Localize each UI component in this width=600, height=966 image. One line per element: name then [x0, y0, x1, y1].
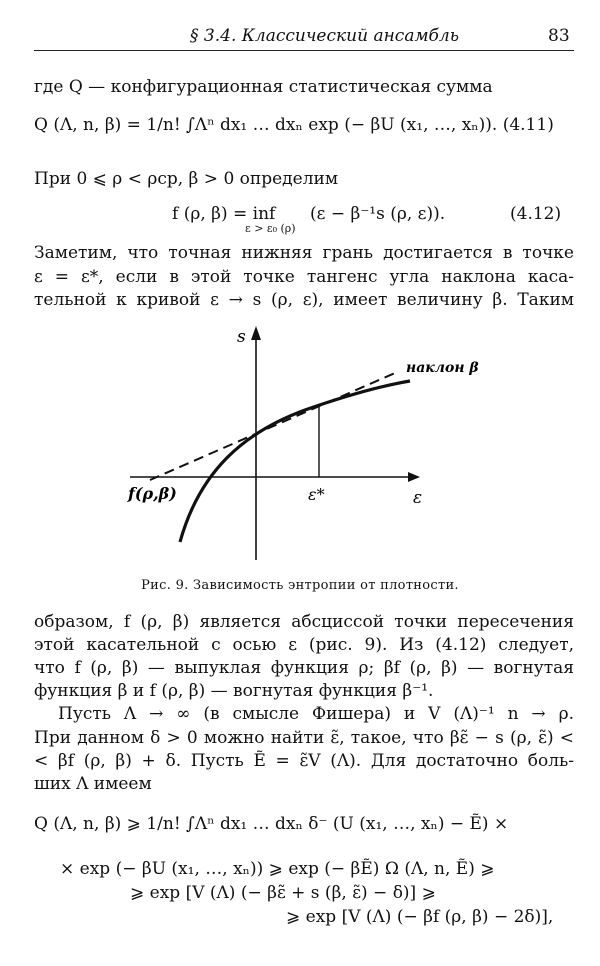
text-line-7: тельной к кривой ε → s (ρ, ε), имеет величину β. Таким — [34, 290, 574, 310]
section-title: § 3.4. Классический ансамбль — [190, 26, 460, 46]
figure-9 — [0, 310, 600, 570]
slope-label: наклон β — [406, 360, 479, 376]
tangent-line — [150, 373, 395, 480]
eps-axis-arrow — [408, 472, 420, 482]
text-line-14: < βf (ρ, β) + δ. Пусть Ẽ = ε̃V (Λ). Для достаточно боль- — [34, 751, 574, 771]
text-line-6: ε = ε*, если в этой точке тангенс угла наклона каса- — [34, 267, 574, 287]
inequality-line-2: × exp (− βU (x₁, …, xₙ)) ⩾ exp (− βẼ) Ω (Λ, n, Ẽ) ⩾ — [60, 859, 495, 879]
inequality-line-3: ⩾ exp [V (Λ) (− βε̃ + s (β, ε̃) − δ)] ⩾ — [130, 883, 436, 903]
text-line-11: функция β и f (ρ, β) — вогнутая функция β⁻¹. — [34, 681, 434, 701]
inf-subscript: ε > ε₀ (ρ) — [245, 222, 296, 235]
f-rho-beta-label: f(ρ,β) — [128, 484, 177, 503]
inequality-line-1: Q (Λ, n, β) ⩾ 1/n! ∫Λⁿ dx₁ … dxₙ δ⁻ (U (x₁, …, xₙ) − Ẽ) × — [34, 814, 509, 834]
equation-4-11: Q (Λ, n, β) = 1/n! ∫Λⁿ dx₁ … dxₙ exp (− βU (x₁, …, xₙ)). (4.11) — [34, 115, 554, 135]
equation-number-4-12: (4.12) — [510, 204, 562, 224]
entropy-curve — [180, 381, 410, 542]
text-line-15: ших Λ имеем — [34, 774, 152, 794]
page-number: 83 — [548, 26, 570, 46]
inequality-line-4: ⩾ exp [V (Λ) (− βf (ρ, β) − 2δ)], — [286, 907, 554, 927]
text-line-9: этой касательной с осью ε (рис. 9). Из (4.12) следует, — [34, 635, 574, 655]
text-line-3: При 0 ⩽ ρ < ρср, β > 0 определим — [34, 169, 339, 189]
equation-4-12-lhs: f (ρ, β) = inf — [172, 204, 276, 224]
text-line-12: Пусть Λ → ∞ (в смысле Фишера) и V (Λ)⁻¹ n → ρ. — [58, 704, 574, 724]
text-line-1: где Q — конфигурационная статистическая сумма — [34, 77, 493, 97]
text-line-13: При данном δ > 0 можно найти ε̃, такое, что βε̃ − s (ρ, ε̃) < — [34, 728, 574, 748]
figure-caption: Рис. 9. Зависимость энтропии от плотности. — [141, 578, 459, 593]
s-axis-arrow — [251, 326, 261, 340]
eps-axis-label: ε — [413, 488, 423, 508]
running-header — [0, 26, 600, 50]
eps-star-label: ε* — [308, 485, 325, 504]
text-line-10: что f (ρ, β) — выпуклая функция ρ; βf (ρ, β) — вогнутая — [34, 658, 574, 678]
text-line-8: образом, f (ρ, β) является абсциссой точки пересечения — [34, 612, 574, 632]
s-axis-label: s — [237, 327, 246, 347]
equation-4-12-rhs: (ε − β⁻¹s (ρ, ε)). — [310, 204, 446, 224]
text-line-5: Заметим, что точная нижняя грань достигается в точке — [34, 243, 574, 263]
header-rule — [34, 50, 574, 51]
